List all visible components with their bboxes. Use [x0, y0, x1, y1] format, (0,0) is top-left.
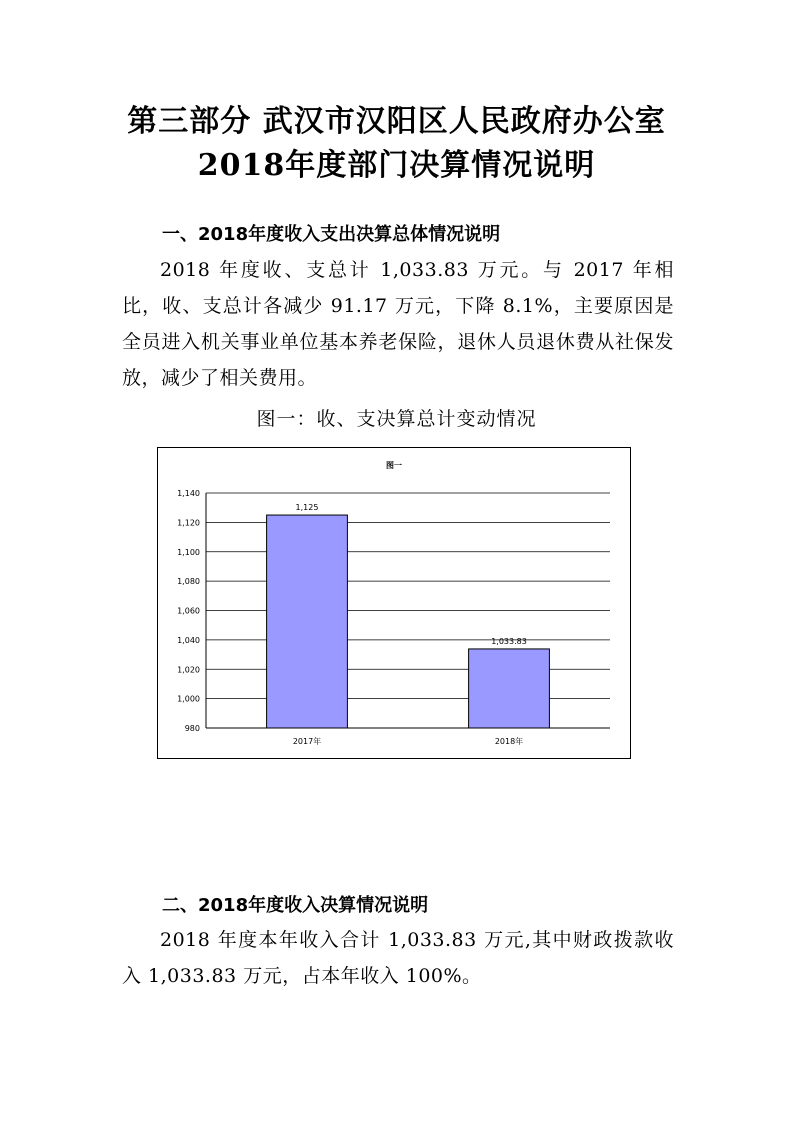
bar-0: [267, 515, 348, 728]
bar-chart: [158, 448, 630, 758]
page-title-line1: 第三部分 武汉市汉阳区人民政府办公室: [127, 104, 666, 139]
chart-title: 图一: [386, 461, 402, 470]
y-tick-label: 1,080: [177, 577, 200, 587]
section2-paragraph: 2018 年度本年收入合计 1,033.83 万元,其中财政拨款收入 1,033.83 万元，占本年收入 100%。: [122, 929, 674, 987]
y-tick-label: 1,100: [177, 547, 200, 557]
figure-caption: 图一：收、支决算总计变动情况: [256, 408, 537, 430]
section1-heading: 一、2018年度收入支出决算总体情况说明: [162, 224, 501, 245]
x-tick-label: 2018年: [494, 737, 524, 746]
y-tick-label: 1,000: [177, 694, 200, 704]
bar-1: [469, 649, 550, 728]
y-tick-label: 1,140: [177, 489, 200, 498]
y-tick-label: 1,020: [177, 665, 200, 675]
chart-frame: [157, 447, 631, 759]
section1-paragraph: 2018 年度收、支总计 1,033.83 万元。与 2017 年相比，收、支总计各减少 91.17 万元，下降 8.1%，主要原因是全员进入机关事业单位基本养老保险，退休人员退休费从社保发放，减少了相关费用。: [122, 259, 674, 389]
section2-heading: 二、2018年度收入决算情况说明: [162, 895, 429, 916]
y-tick-label: 1,040: [177, 635, 200, 645]
data-label: 1,125: [295, 503, 319, 513]
y-tick-label: 980: [184, 724, 200, 733]
page-title-line2: 2018年度部门决算情况说明: [197, 148, 596, 183]
data-label: 1,033.83: [491, 636, 527, 646]
y-tick-label: 1,120: [177, 518, 200, 528]
x-tick-label: 2017年: [292, 737, 322, 746]
y-tick-label: 1,060: [177, 606, 200, 616]
